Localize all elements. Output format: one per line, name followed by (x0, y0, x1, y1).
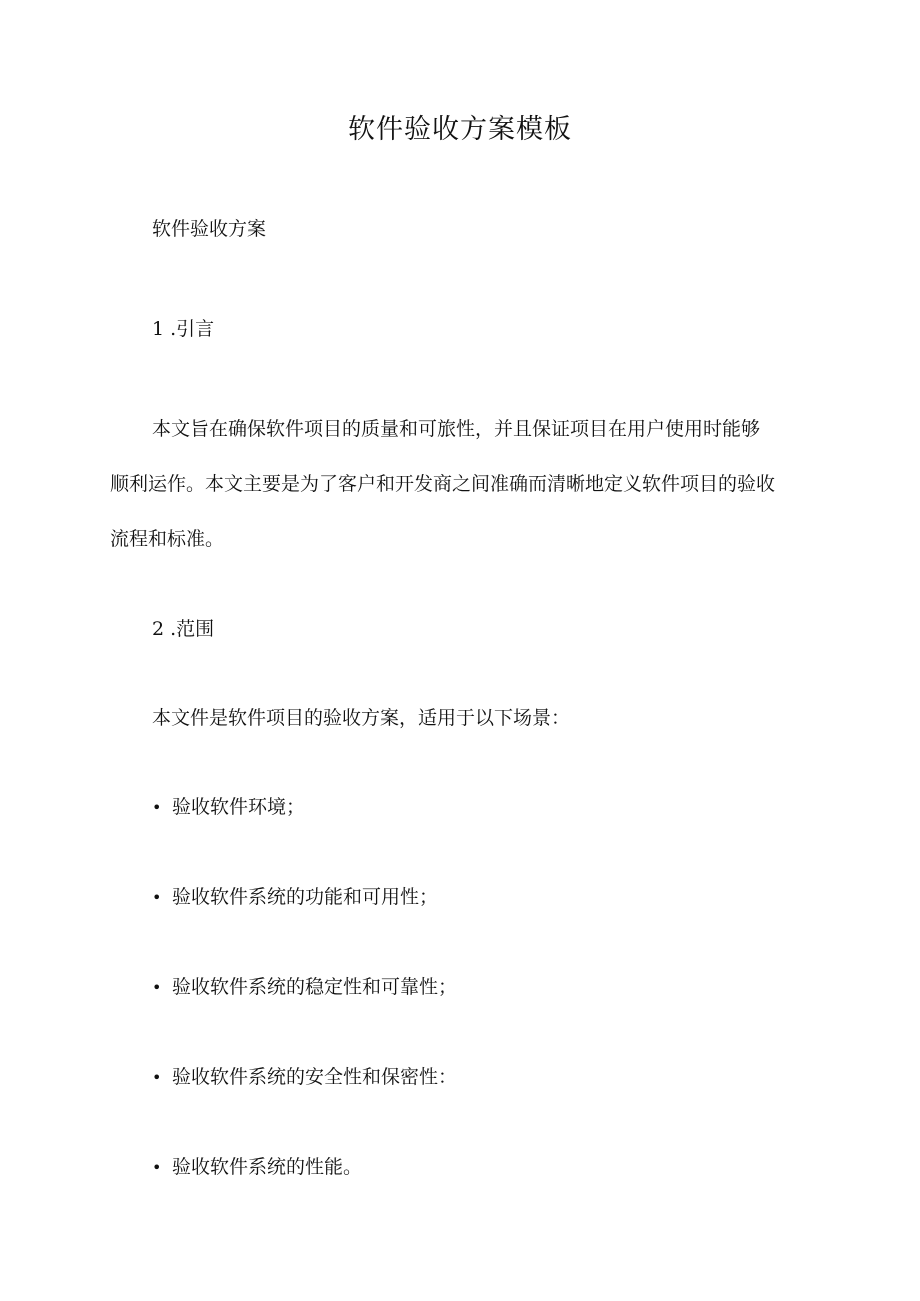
list-item-text: 验收软件系统的稳定性和可靠性； (172, 976, 458, 998)
scope-intro-text: 本文件是软件项目的验收方案，适用于以下场景： (152, 707, 571, 729)
list-item-text: 验收软件环境； (172, 796, 306, 818)
paragraph-line: 顺利运作。本文主要是为了客户和开发商之间准确而清晰地定义软件项目的验收 (110, 473, 776, 495)
bullet-icon: • (152, 1068, 162, 1087)
list-item (152, 974, 457, 1001)
document-subtitle: 软件验收方案 (152, 218, 267, 240)
bullet-icon: • (152, 888, 162, 907)
bullet-icon: • (152, 978, 162, 997)
list-item-text: 验收软件系统的安全性和保密性： (172, 1066, 458, 1088)
introduction-paragraph (110, 402, 810, 567)
paragraph-line: 本文旨在确保软件项目的质量和可旅性，并且保证项目在用户使用时能够 (152, 418, 761, 440)
section-heading-scope: 2 .范围 (152, 618, 215, 640)
list-item (152, 794, 305, 821)
document-title: 软件验收方案模板 (348, 114, 572, 145)
paragraph-line: 流程和标准。 (110, 528, 225, 550)
list-item (152, 1064, 457, 1091)
bullet-icon: • (152, 798, 162, 817)
list-item (152, 884, 438, 911)
list-item-text: 验收软件系统的性能。 (172, 1156, 363, 1178)
list-item (152, 1154, 362, 1181)
list-item-text: 验收软件系统的功能和可用性； (172, 886, 439, 908)
section-heading-introduction: 1 .引言 (152, 318, 215, 340)
bullet-icon: • (152, 1158, 162, 1177)
